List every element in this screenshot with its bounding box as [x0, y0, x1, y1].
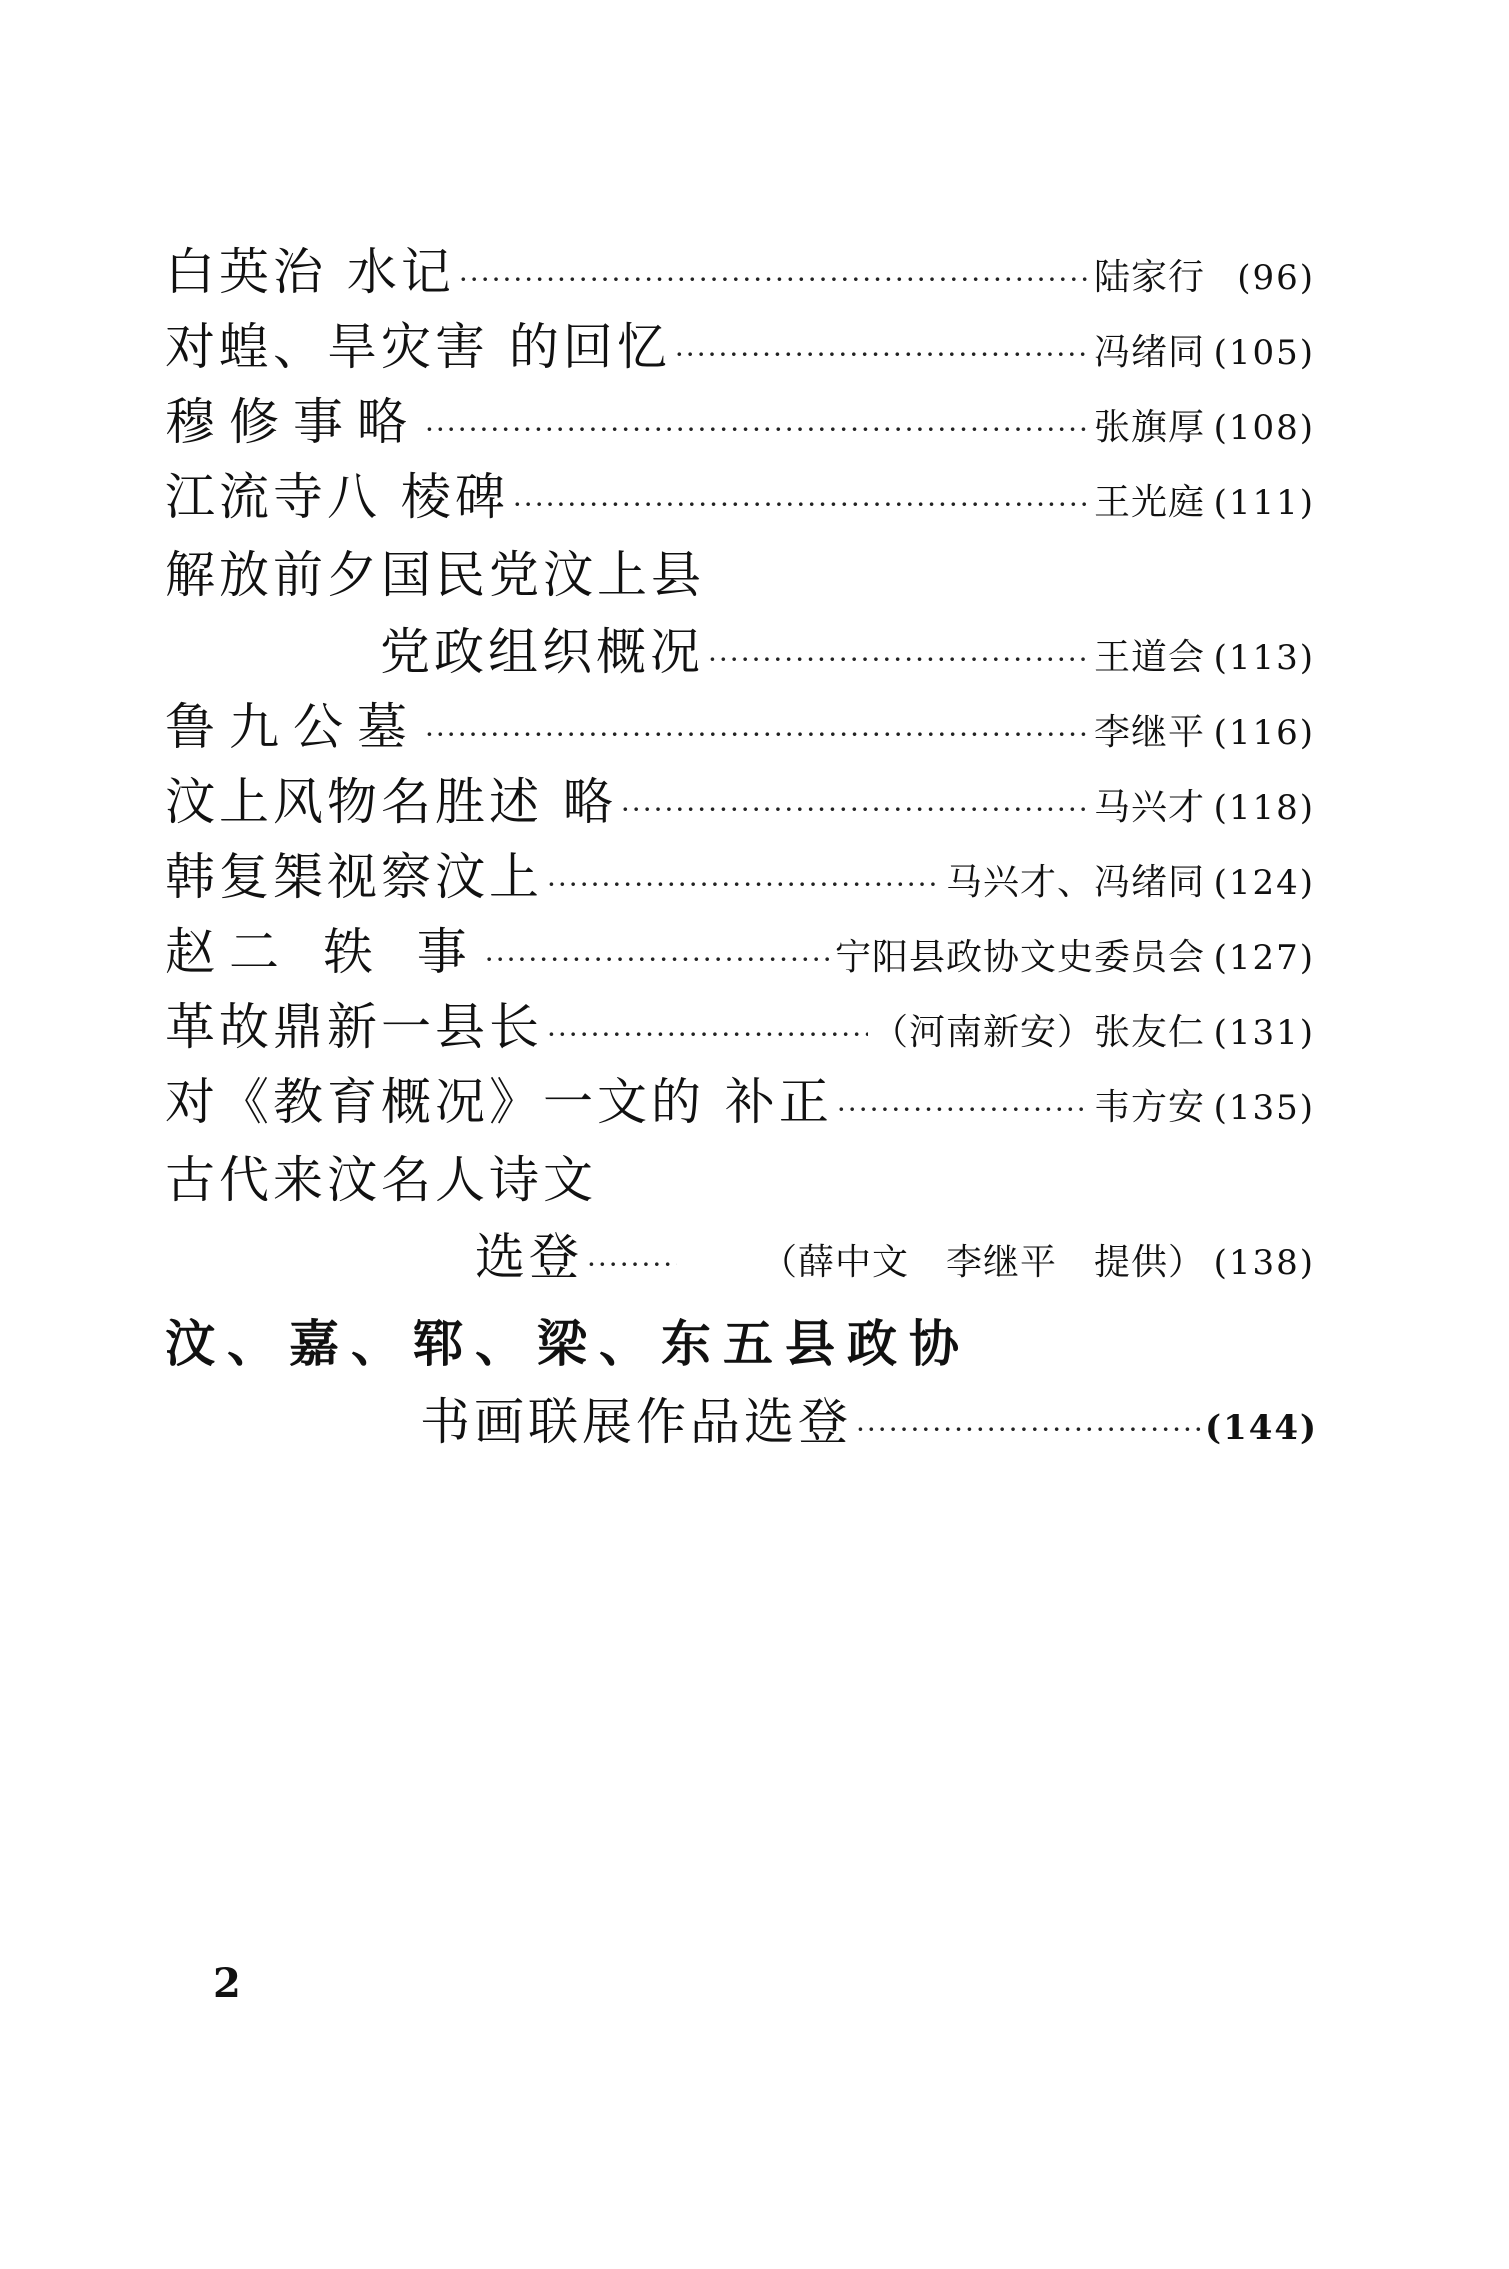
entry-title: 汶、嘉、郓、梁、东五县政协 [165, 1314, 971, 1373]
dot-leader [621, 772, 1090, 847]
dot-leader [425, 697, 1090, 772]
entry-page: (113) [1213, 638, 1315, 678]
entry-author: 宁阳县政协文史委员会 [834, 937, 1205, 978]
entry-page: (116) [1213, 713, 1315, 753]
entry-title: 党政组织概况 [380, 623, 704, 681]
dot-leader [708, 622, 1090, 697]
entry-author: 李继平 [1093, 712, 1205, 753]
entry-title: 对《教育概况》一文的 补正 [165, 1073, 833, 1131]
toc-entry [165, 690, 1315, 765]
toc-entry [165, 915, 1315, 990]
entry-title: 汶上风物名胜述 略 [165, 773, 617, 831]
dot-leader [547, 997, 868, 1072]
toc-entry-continuation [165, 1220, 1315, 1295]
dot-leader [856, 1392, 1201, 1467]
entry-title: 穆修事略 [165, 393, 421, 451]
toc-entry [165, 385, 1315, 460]
toc-entry-continuation [165, 615, 1315, 690]
entry-title: 古代来汶名人诗文 [165, 1151, 597, 1209]
toc-entry [165, 460, 1315, 535]
dot-leader [547, 847, 942, 922]
entry-title: 选登 [475, 1228, 583, 1286]
entry-page: (127) [1213, 938, 1315, 978]
toc-entry [165, 310, 1315, 385]
page-number: 2 [213, 1960, 241, 2007]
toc-entry-heading [165, 1303, 1315, 1385]
toc-entry-heading [165, 535, 1315, 615]
entry-title: 白英治 水记 [165, 243, 455, 301]
entry-title: 赵二 轶 事 [165, 923, 481, 981]
entry-title: 解放前夕国民党汶上县 [165, 546, 705, 604]
table-of-contents [165, 235, 1319, 1460]
toc-entry-continuation [165, 1385, 1319, 1460]
dot-leader [837, 1072, 1090, 1147]
entry-page: (135) [1213, 1088, 1315, 1128]
dot-leader [513, 467, 1090, 542]
entry-author: 马兴才、冯绪同 [945, 862, 1205, 903]
entry-page: (111) [1213, 483, 1315, 523]
dot-leader [459, 242, 1090, 317]
entry-author: （薛中文 李继平 提供） [760, 1242, 1205, 1283]
entry-page: (124) [1213, 863, 1315, 903]
toc-entry-heading [165, 1140, 1315, 1220]
entry-author: 马兴才 [1093, 787, 1205, 828]
entry-page: (96) [1237, 258, 1315, 298]
entry-page: (131) [1213, 1013, 1315, 1053]
entry-page: (144) [1205, 1408, 1319, 1448]
entry-author: 陆家行 [1093, 257, 1205, 298]
entry-title: 韩复榘视察汶上 [165, 848, 543, 906]
dot-leader [587, 1227, 677, 1302]
toc-entry [165, 840, 1315, 915]
entry-page: (108) [1213, 408, 1315, 448]
toc-entry [165, 1065, 1315, 1140]
entry-author: 王光庭 [1093, 482, 1205, 523]
entry-title: 鲁九公墓 [165, 698, 421, 756]
entry-author: 冯绪同 [1093, 332, 1205, 373]
dot-leader [675, 317, 1090, 392]
entry-author: 王道会 [1093, 637, 1205, 678]
dot-leader [425, 392, 1090, 467]
entry-title: 书画联展作品选登 [420, 1393, 852, 1451]
entry-author: 韦方安 [1093, 1087, 1205, 1128]
entry-author: 张旗厚 [1093, 407, 1205, 448]
toc-entry [165, 765, 1315, 840]
toc-entry [165, 990, 1315, 1065]
entry-author: （河南新安）张友仁 [871, 1012, 1205, 1053]
entry-page: (118) [1213, 788, 1315, 828]
entry-title: 江流寺八 棱碑 [165, 468, 509, 526]
entry-title: 革故鼎新一县长 [165, 998, 543, 1056]
entry-page: (105) [1213, 333, 1315, 373]
entry-page: (138) [1213, 1243, 1315, 1283]
toc-entry [165, 235, 1315, 310]
entry-title: 对蝗、旱灾害 的回忆 [165, 318, 671, 376]
dot-leader [485, 922, 831, 997]
